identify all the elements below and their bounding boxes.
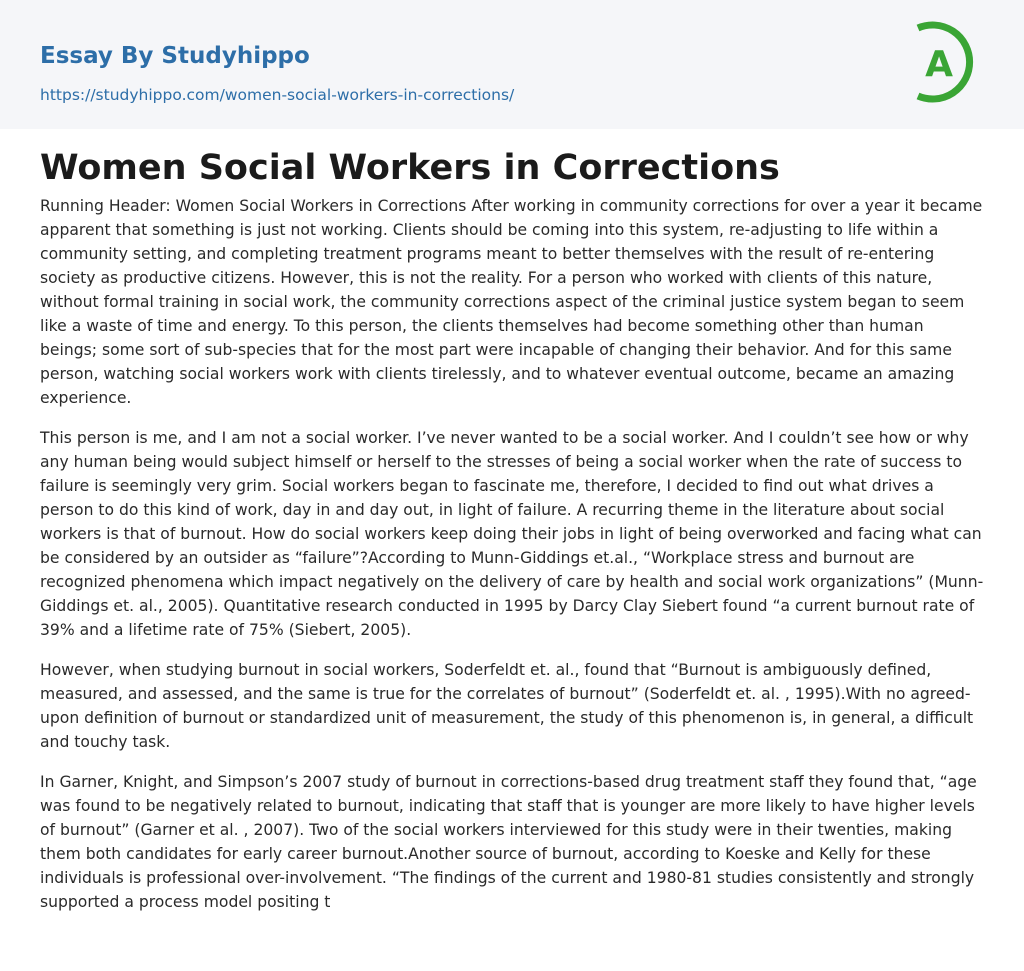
site-brand[interactable]: Essay By Studyhippo [40, 43, 310, 69]
essay-paragraph-1: Running Header: Women Social Workers in Corrections After working in community corrections for over a year it became apparent that something is just not working. Clients should be coming into this system, re-adjusting to life within a community setting, and completing treatment programs meant to better themselves with the result of re-entering society as productive citizens. However, this is not the reality. For a person who worked with clients of this nature, without formal training in social work, the community corrections aspect of the criminal justice system began to seem like a waste of time and energy. To this person, the clients themselves had become something other than human beings; some sort of sub-species that for the most part were incapable of changing their behavior. And for this same person, watching social workers work with clients tirelessly, and to whatever eventual outcome, became an amazing experience. [40, 197, 983, 407]
logo-letter: A [925, 44, 953, 85]
essay-paragraph-3: However, when studying burnout in social workers, Soderfeldt et. al., found that “Burnout is ambiguously defined, measured, and assessed, and the same is true for the correlates of burnout” (Soderfeldt et. al. , 1995).With no agreed-upon definition of burnout or standardized unit of measurement, the study of this phenomenon is, in general, a difficult and touchy task. [40, 661, 974, 751]
essay-body [40, 194, 985, 930]
essay-paragraph-2: This person is me, and I am not a social worker. I’ve never wanted to be a social worker. And I couldn’t see how or why any human being would subject himself or herself to the stresses of being a social worker when the rate of success to failure is seemingly very grim. Social workers began to fascinate me, therefore, I decided to find out what drives a person to do this kind of work, day in and day out, in light of failure. A recurring theme in the literature about social workers is that of burnout. How do social workers keep doing their jobs in light of being overworked and facing what can be considered by an outsider as “failure”?According to Munn-Giddings et.al., “Workplace stress and burnout are recognized phenomena which impact negatively on the delivery of care by health and social work organizations” (Munn-Giddings et. al., 2005). Quantitative research conducted in 1995 by Darcy Clay Siebert found “a current burnout rate of 39% and a lifetime rate of 75% (Siebert, 2005). [40, 429, 984, 639]
essay-url-link[interactable]: https://studyhippo.com/women-social-workers-in-corrections/ [40, 86, 515, 104]
studyhippo-logo-icon[interactable] [912, 19, 986, 105]
essay-paragraph-4: In Garner, Knight, and Simpson’s 2007 study of burnout in corrections-based drug treatment staff they found that, “age was found to be negatively related to burnout, indicating that staff that is younger are more likely to have higher levels of burnout” (Garner et al. , 2007). Two of the social workers interviewed for this study were in their twenties, making them both candidates for early career burnout.Another source of burnout, according to Koeske and Kelly for these individuals is professional over-involvement. “The findings of the current and 1980-81 studies consistently and strongly supported a process model positing t [40, 773, 977, 911]
essay-title: Women Social Workers in Corrections [40, 148, 780, 188]
